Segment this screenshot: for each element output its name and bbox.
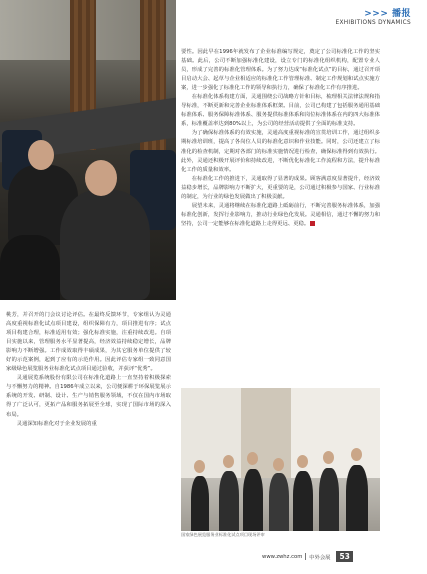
article-right-column — [181, 48, 380, 229]
end-mark-icon — [310, 221, 315, 226]
paragraph: 为了确保标准体系的有效实施，灵通高度重视标准的宣贯培训工作，通过组织多期标准培训班，提高了各岗位人员的标准化意识和作业技能。同时，公司还建立了标准化的检查机制，定期对各部门的标准实施情况进行检查，确保标准得到有效执行。此外，灵通还积极开展评价和持续改进，不断优化标准化工作流程和方法，提升标准化工作的质量和效率。 — [181, 130, 380, 173]
page-number: 53 — [336, 551, 352, 562]
paragraph: 桃芳，并召开的门会议讨论评估。在最终反馈环节，专家组认为灵通高度重视标准化试点项目建设，组织保障有力，项目推进有序；试点项目构建合理，标准适用有效；强化标准实施，注重持续改进。自项目实施以来，管理服务水平显著提高，经济效益持续稳定增长，品牌影响力不断增强。工作成效取得丰硕成果，为其它服务单位提供了较好的示范案例，起到了应有的示范作用。因此评估专家组一致同意国家级绿色展览服务业标准化试点项目通过验收，并获评“优秀”。 — [6, 312, 171, 373]
paragraph: 要性。因此早在1996年就发布了企业标准编写规定，奠定了公司标准化工作的坚实基础。此后，公司不断加强标准化建设，设立专门的标准化组织机构，配置专业人员，形成了完善的标准化管理体系。为了努力达成“标准化试点”的目标，通过召开项目启动大会、起草与企业相适应的标准化工作管理标准、制定工作规划和试点实施方案，进一步强化了标准化工作的领导和执行力，确保了标准化工作有序推进。 — [181, 49, 380, 92]
section-title: >>> 播报 — [364, 9, 411, 19]
page-footer — [262, 551, 353, 562]
meeting-photo — [0, 0, 176, 300]
paragraph: 在标准化体系构建方面，灵通围绕公司战略方针和目标，梳理相关法律法规和指导标准，不断更新和完善企业标准体系框架。目前，公司已构建了包括服务通用基础标准体系、服务保障标准体系、服务提供标准体系和岗位标准体系在内的四大标准体系，标准覆盖率达到80%以上，为公司的经营活动提供了全面的标准支持。 — [181, 94, 380, 128]
section-subtitle: EXHIBITIONS DYNAMICS — [335, 20, 411, 26]
footer-magazine: 中外会展 — [309, 554, 331, 561]
exhibition-photo — [181, 388, 380, 531]
paragraph: 展望未来，灵通将继续在标准化道路上砥砺前行，不断完善服务标准体系，加强标准化创新，发挥行业影响力，推动行业绿色化发展。灵通相信，通过不懈的努力和坚持，公司一定能够在标准化道路上走得更远、更稳。 — [181, 202, 380, 227]
paragraph: 灵通深知标准化对于企业发展的重 — [16, 420, 97, 427]
paragraph: 灵通展览系统股份有限公司在标准化道路上一直坚持着积极探索与不懈努力的精神。自1986年成立以来，公司便深耕于环保展览展示系统的开发、研制、设计、生产与销售服务领域，不仅在国内市场取得了广泛认可，更拓产品和服务拓展至全球，实现了国际市场的深入布局。 — [6, 375, 171, 418]
section-header — [336, 6, 412, 26]
footer-url: www.zwhz.com — [262, 553, 303, 560]
photo-caption: 国家绿色展览服务业标准化试点项目现场评审 — [181, 532, 265, 537]
article-left-column — [6, 311, 171, 429]
paragraph: 在标准化工作的推进下，灵通取得了显著的成果。顾客满意度显著提升，经济效益稳步增长，品牌影响力不断扩大，更重要的是，公司通过积极参与国家、行业标准的制定，为行业的绿色发展做出了积极贡献。 — [181, 175, 380, 200]
footer-divider — [305, 553, 306, 560]
